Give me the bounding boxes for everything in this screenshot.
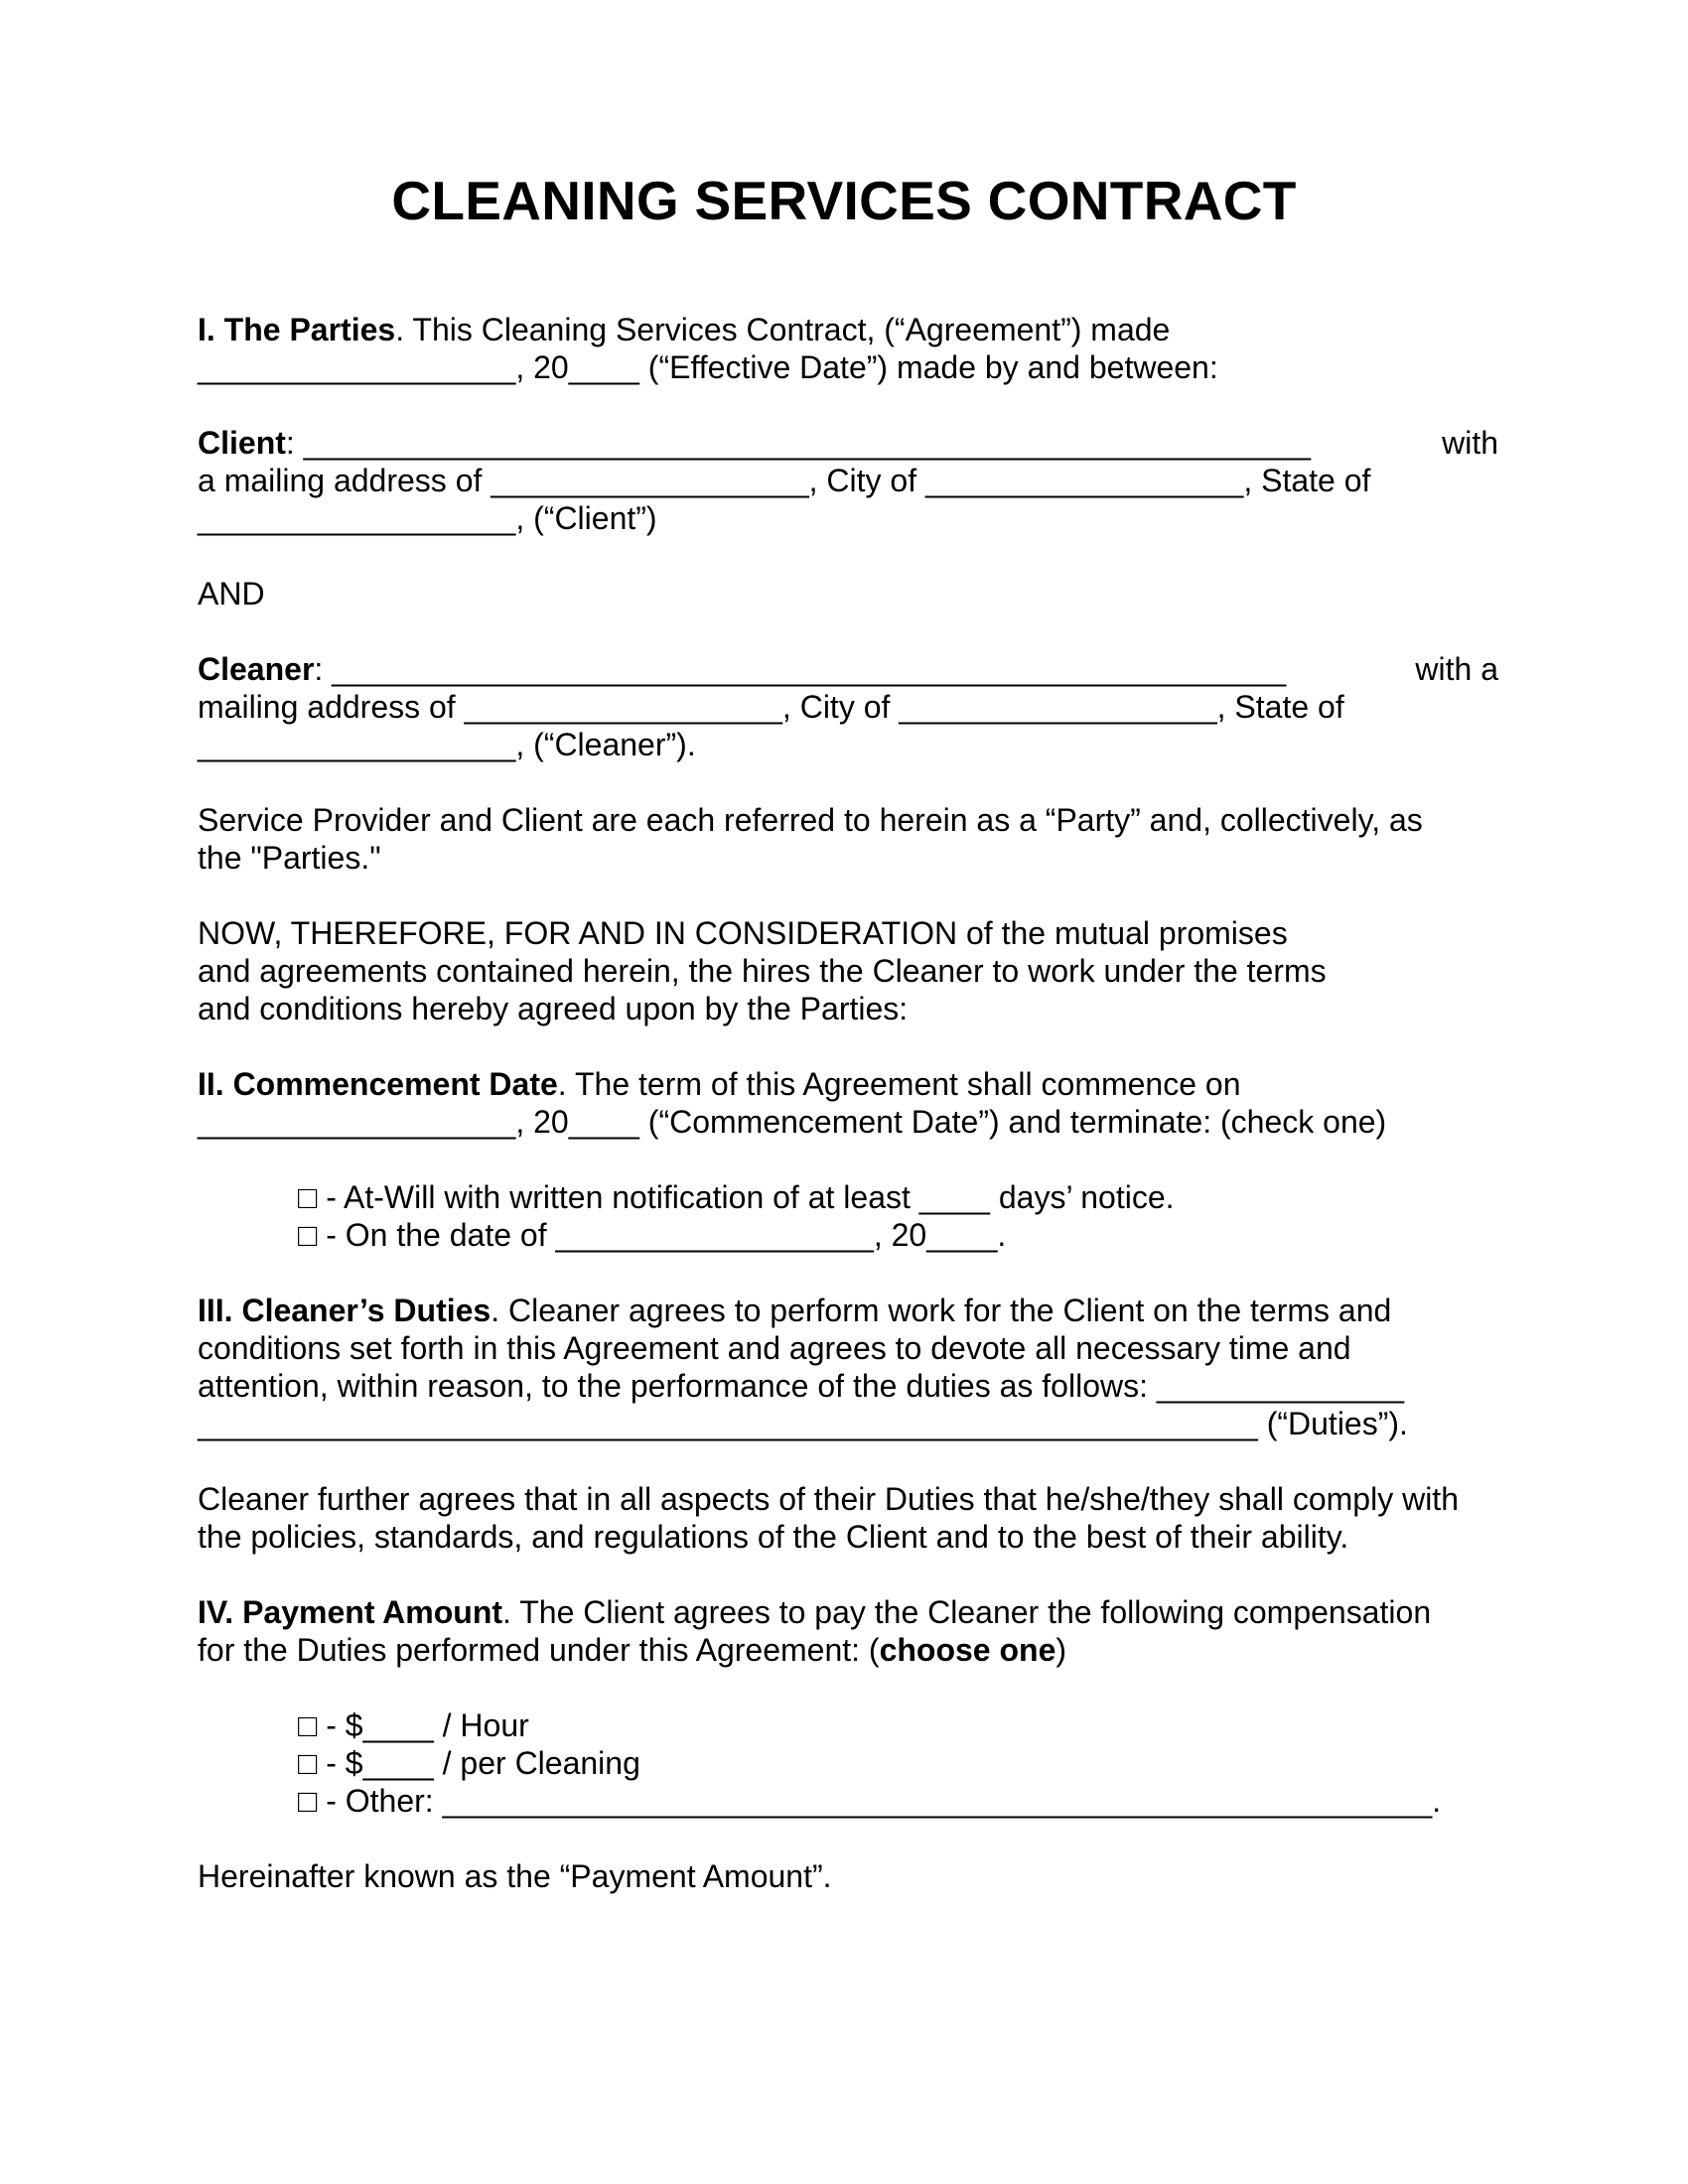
client-block: Client: _________________________________________________________ with a mailing address of __________________, City of __________________, State of __________________, (“Client”) (198, 425, 1498, 536)
parties-note: Service Provider and Client are each referred to herein as a “Party” and, collectively, as the "Parties." (198, 802, 1423, 876)
client-label: Client (198, 425, 286, 461)
client-state-line: __________________, (“Client”) (198, 500, 657, 536)
section-heading: IV. Payment Amount (198, 1594, 503, 1630)
consideration-clause: NOW, THEREFORE, FOR AND IN CONSIDERATION of the mutual promises and agreements contained herein, the hires the Cleaner to work under the terms and conditions hereby agreed upon by the Parties: (198, 915, 1327, 1026)
cleaner-label: Cleaner (198, 651, 315, 687)
section-payment: IV. Payment Amount. The Client agrees to pay the Cleaner the following compensation for the Duties performed under this Agreement: (choose one) (198, 1594, 1432, 1668)
termination-options (198, 1178, 1498, 1254)
cleaner-address-line: mailing address of __________________, City of __________________, State of (198, 689, 1344, 725)
checkbox-option-other[interactable]: □ - Other: ________________________________________________________. (298, 1783, 1442, 1819)
effective-date-line: __________________, 20____ (“Effective Date”) made by and between: (198, 349, 1218, 385)
checkbox-option-hourly[interactable]: □ - $____ / Hour (298, 1707, 529, 1743)
section-heading: III. Cleaner’s Duties (198, 1293, 492, 1328)
section-heading: I. The Parties (198, 312, 396, 347)
cleaner-block: Cleaner: ______________________________________________________ with a mailing address of __________________, City of __________________, State of __________________, (“Cleaner”). (198, 651, 1498, 762)
checkbox-option-per-cleaning[interactable]: □ - $____ / per Cleaning (298, 1745, 640, 1781)
section-parties: I. The Parties. This Cleaning Services Contract, (“Agreement”) made __________________, 20____ (“Effective Date”) made by and between: (198, 311, 1498, 386)
section-heading: II. Commencement Date (198, 1066, 558, 1102)
hereinafter-text: Hereinafter known as the “Payment Amount”. (198, 1858, 832, 1894)
client-address-line: a mailing address of __________________, City of __________________, State of (198, 463, 1371, 498)
checkbox-option-at-will[interactable]: □ - At-Will with written notification of at least ____ days’ notice. (298, 1179, 1175, 1215)
payment-options (198, 1706, 1498, 1820)
cleaner-state-line: __________________, (“Cleaner”). (198, 727, 696, 762)
section-duties: III. Cleaner’s Duties. Cleaner agrees to perform work for the Client on the terms and conditions set forth in this Agreement and agrees to devote all necessary time and attention, within reason, to the performance of the duties as follows: ______________ ____________________________________________________________ (“Duties”). (198, 1293, 1408, 1441)
checkbox-option-on-date[interactable]: □ - On the date of __________________, 20____. (298, 1217, 1007, 1253)
compliance-clause: Cleaner further agrees that in all aspects of their Duties that he/she/they shall comply with the policies, standards, and regulations of the Client and to the best of their ability. (198, 1481, 1459, 1555)
section-commencement: II. Commencement Date. The term of this Agreement shall commence on __________________, 20____ (“Commencement Date”) and terminate: (check one) (198, 1065, 1498, 1141)
contract-body (198, 311, 1498, 1933)
and-text: AND (198, 576, 265, 612)
document-title: CLEANING SERVICES CONTRACT (391, 170, 1297, 231)
commencement-date-line: __________________, 20____ (“Commencement Date”) and terminate: (check one) (198, 1104, 1387, 1140)
